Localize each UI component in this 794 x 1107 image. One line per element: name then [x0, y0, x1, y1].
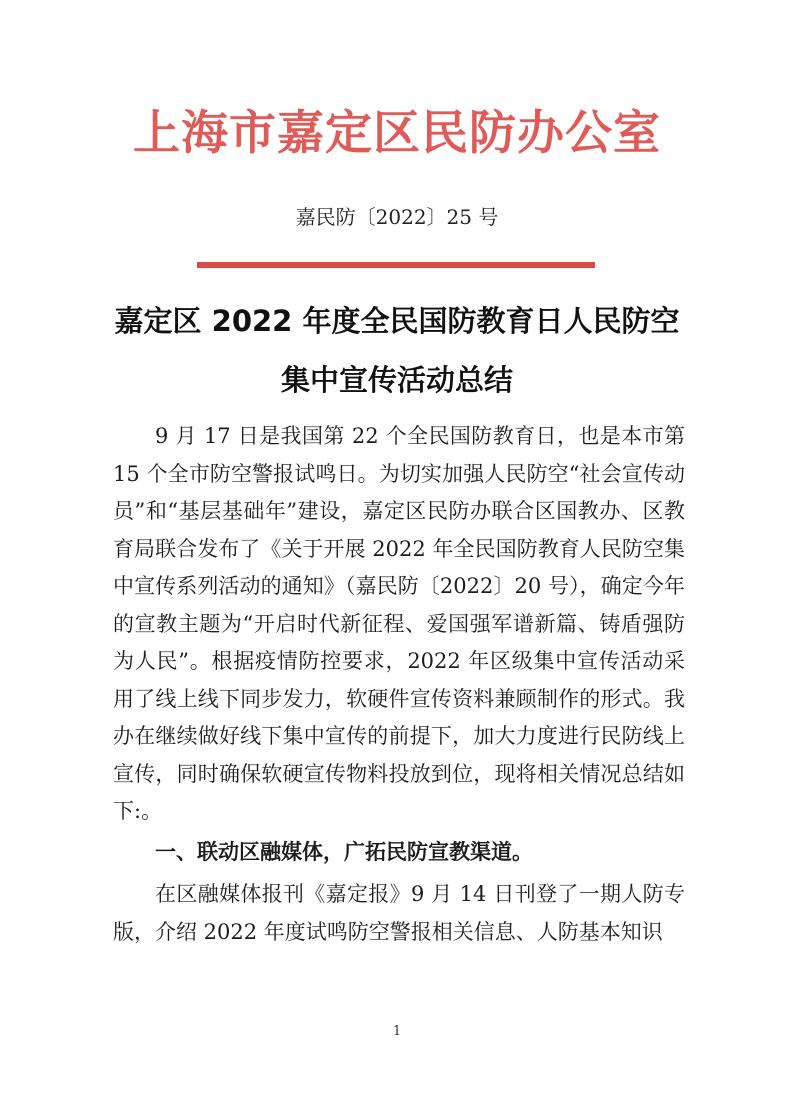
section-heading-1: 一、联动区融媒体，广拓民防宣教渠道。: [155, 839, 533, 864]
document-title-line-1: 嘉定区 2022 年度全民国防教育日人民防空: [114, 304, 680, 338]
document-number: 嘉民防〔2022〕25 号: [295, 205, 499, 229]
page-number: 1: [392, 1024, 402, 1039]
document-title-line-2: 集中宣传活动总结: [280, 363, 513, 397]
section-paragraph-1: 在区融媒体报刊《嘉定报》9 月 14 日刊登了一期人防专版，介绍 2022 年度试鸣防空警报相关信息、人防基本知识: [113, 882, 685, 944]
document-body: [113, 418, 685, 951]
intro-paragraph: 9 月 17 日是我国第 22 个全民国防教育日，也是本市第 15 个全市防空警报试鸣日。为切实加强人民防空“社会宣传动员”和“基层基础年”建设，嘉定区民防办联合区国教办、区教育局联合发布了《关于开展 2022 年全民国防教育人民防空集中宣传系列活动的通知》（嘉民防〔2022〕20 号），确定今年的宣教主题为“开启时代新征程、爱国强军谱新篇、铸盾强防为人民”。根据疫情防控要求，2022 年区级集中宣传活动采用了线上线下同步发力，软硬件宣传资料兼顾制作的形式。我办在继续做好线下集中宣传的前提下，加大力度进行民防线上宣传，同时确保软硬宣传物料投放到位，现将相关情况总结如下:。: [113, 424, 685, 823]
organization-header: 上海市嘉定区民防办公室: [133, 106, 661, 161]
red-divider-rule: [197, 262, 595, 268]
